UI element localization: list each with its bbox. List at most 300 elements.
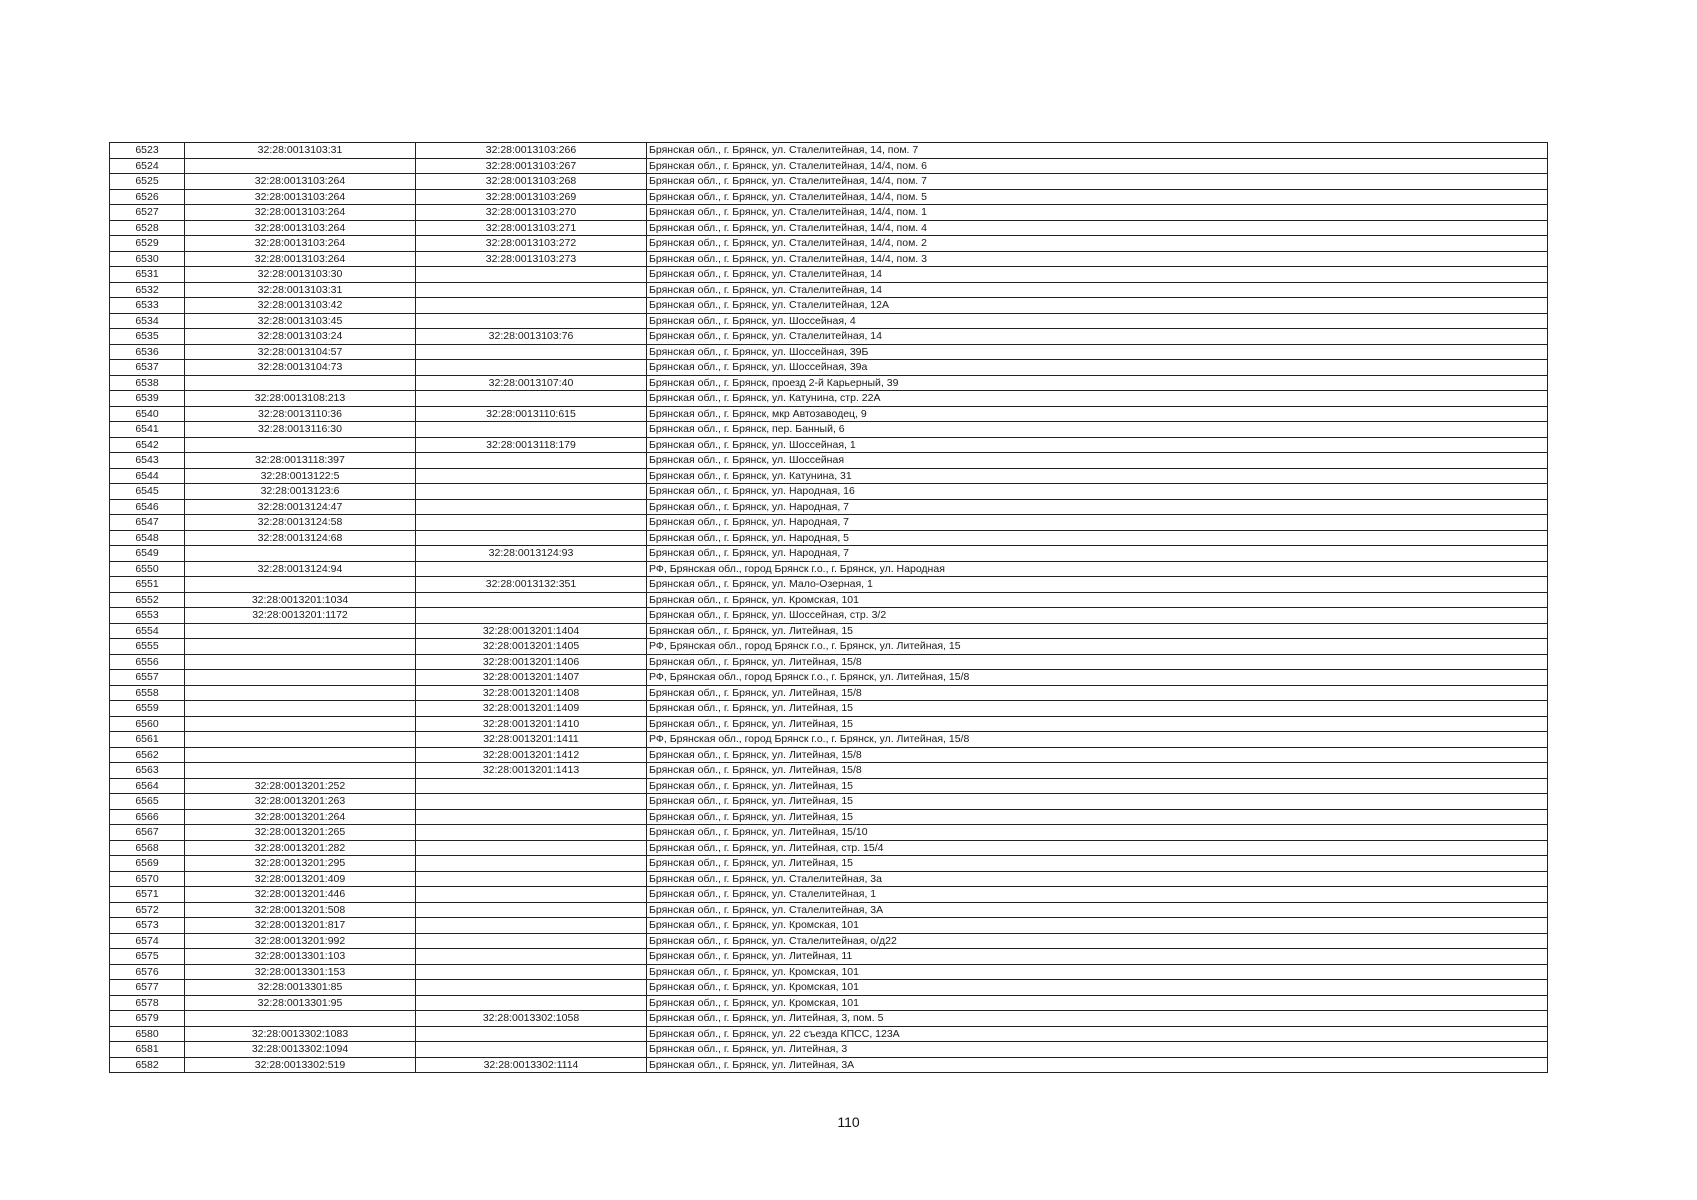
address-cell: Брянская обл., г. Брянск, ул. Сталелитейная, 12А <box>647 298 1548 314</box>
object-number-cell <box>416 871 647 887</box>
object-number-cell <box>416 980 647 996</box>
table-row <box>110 220 1548 236</box>
row-number-cell: 6527 <box>110 205 185 221</box>
table-row <box>110 701 1548 717</box>
parcel-number-cell: 32:28:0013201:263 <box>185 794 416 810</box>
address-cell: Брянская обл., г. Брянск, ул. Народная, 7 <box>647 515 1548 531</box>
row-number-cell: 6575 <box>110 949 185 965</box>
parcel-number-cell: 32:28:0013302:519 <box>185 1057 416 1073</box>
address-cell: Брянская обл., г. Брянск, ул. Катунина, стр. 22А <box>647 391 1548 407</box>
parcel-number-cell <box>185 158 416 174</box>
row-number-cell: 6531 <box>110 267 185 283</box>
object-number-cell: 32:28:0013201:1409 <box>416 701 647 717</box>
address-cell: Брянская обл., г. Брянск, ул. Сталелитейная, 14 <box>647 282 1548 298</box>
row-number-cell: 6541 <box>110 422 185 438</box>
row-number-cell: 6555 <box>110 639 185 655</box>
table-row <box>110 1011 1548 1027</box>
object-number-cell <box>416 902 647 918</box>
table-row <box>110 623 1548 639</box>
parcel-number-cell: 32:28:0013302:1094 <box>185 1042 416 1058</box>
object-number-cell <box>416 918 647 934</box>
table-row <box>110 747 1548 763</box>
object-number-cell: 32:28:0013201:1406 <box>416 654 647 670</box>
row-number-cell: 6560 <box>110 716 185 732</box>
object-number-cell: 32:28:0013118:179 <box>416 437 647 453</box>
table-row <box>110 964 1548 980</box>
address-cell: Брянская обл., г. Брянск, ул. Кромская, 101 <box>647 918 1548 934</box>
cadastre-table <box>109 142 1548 1073</box>
object-number-cell <box>416 856 647 872</box>
address-cell: Брянская обл., г. Брянск, ул. Шоссейная, стр. 3/2 <box>647 608 1548 624</box>
address-cell: Брянская обл., г. Брянск, ул. Литейная, 15 <box>647 623 1548 639</box>
object-number-cell: 32:28:0013103:266 <box>416 143 647 159</box>
table-row <box>110 189 1548 205</box>
address-cell: Брянская обл., г. Брянск, ул. Кромская, 101 <box>647 995 1548 1011</box>
parcel-number-cell: 32:28:0013103:30 <box>185 267 416 283</box>
parcel-number-cell: 32:28:0013201:265 <box>185 825 416 841</box>
row-number-cell: 6533 <box>110 298 185 314</box>
address-cell: Брянская обл., г. Брянск, ул. Народная, 7 <box>647 499 1548 515</box>
object-number-cell <box>416 887 647 903</box>
row-number-cell: 6569 <box>110 856 185 872</box>
address-cell: Брянская обл., г. Брянск, ул. Литейная, 11 <box>647 949 1548 965</box>
address-cell: РФ, Брянская обл., город Брянск г.о., г. Брянск, ул. Литейная, 15 <box>647 639 1548 655</box>
object-number-cell <box>416 949 647 965</box>
parcel-number-cell: 32:28:0013301:85 <box>185 980 416 996</box>
address-cell: Брянская обл., г. Брянск, ул. Литейная, 15/8 <box>647 763 1548 779</box>
parcel-number-cell <box>185 670 416 686</box>
table-row <box>110 298 1548 314</box>
address-cell: Брянская обл., г. Брянск, ул. Литейная, 15 <box>647 809 1548 825</box>
parcel-number-cell: 32:28:0013103:264 <box>185 236 416 252</box>
table-row <box>110 391 1548 407</box>
object-number-cell: 32:28:0013201:1412 <box>416 747 647 763</box>
address-cell: Брянская обл., г. Брянск, мкр Автозаводец, 9 <box>647 406 1548 422</box>
row-number-cell: 6546 <box>110 499 185 515</box>
cadastre-table-body <box>110 143 1548 1073</box>
table-row <box>110 840 1548 856</box>
row-number-cell: 6550 <box>110 561 185 577</box>
row-number-cell: 6545 <box>110 484 185 500</box>
table-row <box>110 484 1548 500</box>
object-number-cell: 32:28:0013201:1405 <box>416 639 647 655</box>
address-cell: Брянская обл., г. Брянск, ул. Литейная, 15/10 <box>647 825 1548 841</box>
object-number-cell <box>416 422 647 438</box>
table-row <box>110 794 1548 810</box>
parcel-number-cell: 32:28:0013124:94 <box>185 561 416 577</box>
object-number-cell: 32:28:0013103:269 <box>416 189 647 205</box>
parcel-number-cell: 32:28:0013201:508 <box>185 902 416 918</box>
address-cell: Брянская обл., г. Брянск, ул. Литейная, стр. 15/4 <box>647 840 1548 856</box>
object-number-cell <box>416 964 647 980</box>
parcel-number-cell: 32:28:0013124:58 <box>185 515 416 531</box>
row-number-cell: 6568 <box>110 840 185 856</box>
row-number-cell: 6567 <box>110 825 185 841</box>
parcel-number-cell: 32:28:0013201:817 <box>185 918 416 934</box>
table-row <box>110 251 1548 267</box>
parcel-number-cell <box>185 747 416 763</box>
row-number-cell: 6537 <box>110 360 185 376</box>
row-number-cell: 6552 <box>110 592 185 608</box>
row-number-cell: 6579 <box>110 1011 185 1027</box>
row-number-cell: 6574 <box>110 933 185 949</box>
parcel-number-cell: 32:28:0013103:31 <box>185 282 416 298</box>
address-cell: Брянская обл., г. Брянск, ул. Сталелитейная, 14 <box>647 329 1548 345</box>
row-number-cell: 6530 <box>110 251 185 267</box>
table-row <box>110 158 1548 174</box>
address-cell: Брянская обл., г. Брянск, проезд 2-й Карьерный, 39 <box>647 375 1548 391</box>
parcel-number-cell: 32:28:0013116:30 <box>185 422 416 438</box>
row-number-cell: 6548 <box>110 530 185 546</box>
parcel-number-cell <box>185 1011 416 1027</box>
row-number-cell: 6536 <box>110 344 185 360</box>
address-cell: Брянская обл., г. Брянск, ул. Народная, 5 <box>647 530 1548 546</box>
row-number-cell: 6529 <box>110 236 185 252</box>
address-cell: Брянская обл., г. Брянск, ул. Литейная, 3А <box>647 1057 1548 1073</box>
object-number-cell: 32:28:0013302:1058 <box>416 1011 647 1027</box>
address-cell: Брянская обл., г. Брянск, ул. Шоссейная, 4 <box>647 313 1548 329</box>
row-number-cell: 6547 <box>110 515 185 531</box>
address-cell: Брянская обл., г. Брянск, ул. Сталелитейная, о/д22 <box>647 933 1548 949</box>
object-number-cell: 32:28:0013103:267 <box>416 158 647 174</box>
row-number-cell: 6528 <box>110 220 185 236</box>
object-number-cell <box>416 809 647 825</box>
table-row <box>110 685 1548 701</box>
parcel-number-cell: 32:28:0013201:446 <box>185 887 416 903</box>
table-row <box>110 639 1548 655</box>
address-cell: Брянская обл., г. Брянск, ул. Кромская, 101 <box>647 980 1548 996</box>
parcel-number-cell: 32:28:0013104:57 <box>185 344 416 360</box>
parcel-number-cell: 32:28:0013103:42 <box>185 298 416 314</box>
object-number-cell <box>416 1026 647 1042</box>
parcel-number-cell <box>185 763 416 779</box>
table-row <box>110 918 1548 934</box>
object-number-cell: 32:28:0013201:1411 <box>416 732 647 748</box>
parcel-number-cell: 32:28:0013201:1172 <box>185 608 416 624</box>
address-cell: Брянская обл., г. Брянск, ул. Литейная, 15 <box>647 701 1548 717</box>
table-row <box>110 763 1548 779</box>
address-cell: Брянская обл., г. Брянск, ул. Сталелитейная, 14/4, пом. 2 <box>647 236 1548 252</box>
parcel-number-cell: 32:28:0013110:36 <box>185 406 416 422</box>
address-cell: РФ, Брянская обл., город Брянск г.о., г. Брянск, ул. Литейная, 15/8 <box>647 670 1548 686</box>
object-number-cell <box>416 840 647 856</box>
parcel-number-cell: 32:28:0013103:264 <box>185 220 416 236</box>
row-number-cell: 6551 <box>110 577 185 593</box>
parcel-number-cell: 32:28:0013103:264 <box>185 251 416 267</box>
object-number-cell <box>416 995 647 1011</box>
address-cell: Брянская обл., г. Брянск, ул. Сталелитейная, 14 <box>647 267 1548 283</box>
table-row <box>110 778 1548 794</box>
address-cell: Брянская обл., г. Брянск, ул. Народная, 16 <box>647 484 1548 500</box>
parcel-number-cell: 32:28:0013103:45 <box>185 313 416 329</box>
parcel-number-cell <box>185 623 416 639</box>
parcel-number-cell: 32:28:0013123:6 <box>185 484 416 500</box>
object-number-cell <box>416 933 647 949</box>
row-number-cell: 6542 <box>110 437 185 453</box>
row-number-cell: 6581 <box>110 1042 185 1058</box>
row-number-cell: 6570 <box>110 871 185 887</box>
object-number-cell <box>416 825 647 841</box>
address-cell: Брянская обл., г. Брянск, пер. Банный, 6 <box>647 422 1548 438</box>
table-row <box>110 732 1548 748</box>
page-number: 110 <box>837 1114 860 1130</box>
table-row <box>110 406 1548 422</box>
parcel-number-cell: 32:28:0013201:1034 <box>185 592 416 608</box>
row-number-cell: 6538 <box>110 375 185 391</box>
address-cell: Брянская обл., г. Брянск, ул. Сталелитейная, 14/4, пом. 5 <box>647 189 1548 205</box>
row-number-cell: 6577 <box>110 980 185 996</box>
object-number-cell <box>416 778 647 794</box>
table-row <box>110 809 1548 825</box>
table-row <box>110 995 1548 1011</box>
row-number-cell: 6580 <box>110 1026 185 1042</box>
parcel-number-cell: 32:28:0013108:213 <box>185 391 416 407</box>
table-row <box>110 670 1548 686</box>
object-number-cell: 32:28:0013103:272 <box>416 236 647 252</box>
parcel-number-cell: 32:28:0013201:409 <box>185 871 416 887</box>
object-number-cell <box>416 515 647 531</box>
table-row <box>110 949 1548 965</box>
table-row <box>110 887 1548 903</box>
object-number-cell: 32:28:0013103:271 <box>416 220 647 236</box>
address-cell: Брянская обл., г. Брянск, ул. Сталелитейная, 1 <box>647 887 1548 903</box>
parcel-number-cell: 32:28:0013124:47 <box>185 499 416 515</box>
address-cell: Брянская обл., г. Брянск, ул. Литейная, 15/8 <box>647 654 1548 670</box>
address-cell: Брянская обл., г. Брянск, ул. Литейная, 3, пом. 5 <box>647 1011 1548 1027</box>
table-row <box>110 871 1548 887</box>
object-number-cell: 32:28:0013201:1410 <box>416 716 647 732</box>
row-number-cell: 6554 <box>110 623 185 639</box>
table-row <box>110 344 1548 360</box>
parcel-number-cell: 32:28:0013103:264 <box>185 205 416 221</box>
address-cell: Брянская обл., г. Брянск, ул. Кромская, 101 <box>647 592 1548 608</box>
address-cell: Брянская обл., г. Брянск, ул. Сталелитейная, 14/4, пом. 4 <box>647 220 1548 236</box>
address-cell: Брянская обл., г. Брянск, ул. Сталелитейная, 3А <box>647 902 1548 918</box>
object-number-cell: 32:28:0013201:1407 <box>416 670 647 686</box>
parcel-number-cell <box>185 716 416 732</box>
address-cell: РФ, Брянская обл., город Брянск г.о., г. Брянск, ул. Литейная, 15/8 <box>647 732 1548 748</box>
row-number-cell: 6571 <box>110 887 185 903</box>
row-number-cell: 6544 <box>110 468 185 484</box>
parcel-number-cell <box>185 732 416 748</box>
parcel-number-cell: 32:28:0013103:264 <box>185 189 416 205</box>
table-row <box>110 592 1548 608</box>
object-number-cell <box>416 282 647 298</box>
address-cell: Брянская обл., г. Брянск, ул. Сталелитейная, 14, пом. 7 <box>647 143 1548 159</box>
parcel-number-cell: 32:28:0013302:1083 <box>185 1026 416 1042</box>
table-row <box>110 980 1548 996</box>
row-number-cell: 6582 <box>110 1057 185 1073</box>
parcel-number-cell: 32:28:0013103:24 <box>185 329 416 345</box>
address-cell: Брянская обл., г. Брянск, ул. Сталелитейная, 3а <box>647 871 1548 887</box>
object-number-cell <box>416 298 647 314</box>
table-row <box>110 654 1548 670</box>
table-row <box>110 530 1548 546</box>
object-number-cell <box>416 1042 647 1058</box>
table-row <box>110 453 1548 469</box>
row-number-cell: 6566 <box>110 809 185 825</box>
row-number-cell: 6549 <box>110 546 185 562</box>
parcel-number-cell: 32:28:0013124:68 <box>185 530 416 546</box>
row-number-cell: 6558 <box>110 685 185 701</box>
table-row <box>110 468 1548 484</box>
address-cell: Брянская обл., г. Брянск, ул. Народная, 7 <box>647 546 1548 562</box>
table-row <box>110 577 1548 593</box>
address-cell: Брянская обл., г. Брянск, ул. Шоссейная, 39а <box>647 360 1548 376</box>
object-number-cell: 32:28:0013103:270 <box>416 205 647 221</box>
parcel-number-cell: 32:28:0013122:5 <box>185 468 416 484</box>
address-cell: Брянская обл., г. Брянск, ул. Шоссейная <box>647 453 1548 469</box>
parcel-number-cell: 32:28:0013201:264 <box>185 809 416 825</box>
row-number-cell: 6524 <box>110 158 185 174</box>
parcel-number-cell <box>185 577 416 593</box>
object-number-cell <box>416 391 647 407</box>
row-number-cell: 6576 <box>110 964 185 980</box>
object-number-cell <box>416 530 647 546</box>
object-number-cell <box>416 453 647 469</box>
parcel-number-cell <box>185 546 416 562</box>
row-number-cell: 6561 <box>110 732 185 748</box>
address-cell: Брянская обл., г. Брянск, ул. Литейная, 15 <box>647 794 1548 810</box>
parcel-number-cell <box>185 701 416 717</box>
table-row <box>110 716 1548 732</box>
object-number-cell <box>416 344 647 360</box>
row-number-cell: 6565 <box>110 794 185 810</box>
object-number-cell <box>416 499 647 515</box>
row-number-cell: 6557 <box>110 670 185 686</box>
table-row <box>110 375 1548 391</box>
table-row <box>110 313 1548 329</box>
table-row <box>110 499 1548 515</box>
table-row <box>110 329 1548 345</box>
parcel-number-cell: 32:28:0013103:264 <box>185 174 416 190</box>
object-number-cell: 32:28:0013107:40 <box>416 375 647 391</box>
table-row <box>110 902 1548 918</box>
parcel-number-cell: 32:28:0013301:103 <box>185 949 416 965</box>
object-number-cell <box>416 484 647 500</box>
address-cell: Брянская обл., г. Брянск, ул. Шоссейная, 39Б <box>647 344 1548 360</box>
row-number-cell: 6523 <box>110 143 185 159</box>
parcel-number-cell: 32:28:0013201:282 <box>185 840 416 856</box>
address-cell: Брянская обл., г. Брянск, ул. Литейная, 15/8 <box>647 685 1548 701</box>
table-row <box>110 1057 1548 1073</box>
parcel-number-cell <box>185 654 416 670</box>
row-number-cell: 6578 <box>110 995 185 1011</box>
table-row <box>110 267 1548 283</box>
address-cell: РФ, Брянская обл., город Брянск г.о., г. Брянск, ул. Народная <box>647 561 1548 577</box>
table-row <box>110 515 1548 531</box>
object-number-cell <box>416 592 647 608</box>
address-cell: Брянская обл., г. Брянск, ул. Сталелитейная, 14/4, пом. 3 <box>647 251 1548 267</box>
object-number-cell: 32:28:0013201:1413 <box>416 763 647 779</box>
address-cell: Брянская обл., г. Брянск, ул. Литейная, 15 <box>647 856 1548 872</box>
parcel-number-cell: 32:28:0013201:295 <box>185 856 416 872</box>
object-number-cell: 32:28:0013124:93 <box>416 546 647 562</box>
row-number-cell: 6564 <box>110 778 185 794</box>
object-number-cell <box>416 313 647 329</box>
table-row <box>110 282 1548 298</box>
table-row <box>110 360 1548 376</box>
row-number-cell: 6573 <box>110 918 185 934</box>
parcel-number-cell <box>185 639 416 655</box>
object-number-cell: 32:28:0013103:273 <box>416 251 647 267</box>
row-number-cell: 6572 <box>110 902 185 918</box>
object-number-cell <box>416 267 647 283</box>
address-cell: Брянская обл., г. Брянск, ул. 22 съезда КПСС, 123А <box>647 1026 1548 1042</box>
table-row <box>110 422 1548 438</box>
parcel-number-cell: 32:28:0013104:73 <box>185 360 416 376</box>
table-row <box>110 236 1548 252</box>
row-number-cell: 6525 <box>110 174 185 190</box>
address-cell: Брянская обл., г. Брянск, ул. Литейная, 15 <box>647 716 1548 732</box>
parcel-number-cell: 32:28:0013103:31 <box>185 143 416 159</box>
table-row <box>110 561 1548 577</box>
address-cell: Брянская обл., г. Брянск, ул. Литейная, 15 <box>647 778 1548 794</box>
table-row <box>110 546 1548 562</box>
parcel-number-cell <box>185 685 416 701</box>
address-cell: Брянская обл., г. Брянск, ул. Сталелитейная, 14/4, пом. 1 <box>647 205 1548 221</box>
table-row <box>110 1042 1548 1058</box>
parcel-number-cell <box>185 375 416 391</box>
row-number-cell: 6534 <box>110 313 185 329</box>
object-number-cell: 32:28:0013201:1404 <box>416 623 647 639</box>
address-cell: Брянская обл., г. Брянск, ул. Сталелитейная, 14/4, пом. 7 <box>647 174 1548 190</box>
parcel-number-cell: 32:28:0013201:252 <box>185 778 416 794</box>
object-number-cell <box>416 561 647 577</box>
row-number-cell: 6543 <box>110 453 185 469</box>
address-cell: Брянская обл., г. Брянск, ул. Кромская, 101 <box>647 964 1548 980</box>
row-number-cell: 6556 <box>110 654 185 670</box>
object-number-cell: 32:28:0013103:76 <box>416 329 647 345</box>
row-number-cell: 6553 <box>110 608 185 624</box>
parcel-number-cell: 32:28:0013118:397 <box>185 453 416 469</box>
object-number-cell <box>416 794 647 810</box>
address-cell: Брянская обл., г. Брянск, ул. Сталелитейная, 14/4, пом. 6 <box>647 158 1548 174</box>
table-row <box>110 205 1548 221</box>
row-number-cell: 6539 <box>110 391 185 407</box>
table-row <box>110 856 1548 872</box>
table-row <box>110 437 1548 453</box>
address-cell: Брянская обл., г. Брянск, ул. Литейная, 15/8 <box>647 747 1548 763</box>
table-row <box>110 933 1548 949</box>
address-cell: Брянская обл., г. Брянск, ул. Катунина, 31 <box>647 468 1548 484</box>
row-number-cell: 6526 <box>110 189 185 205</box>
parcel-number-cell: 32:28:0013301:153 <box>185 964 416 980</box>
object-number-cell: 32:28:0013201:1408 <box>416 685 647 701</box>
row-number-cell: 6559 <box>110 701 185 717</box>
object-number-cell: 32:28:0013110:615 <box>416 406 647 422</box>
parcel-number-cell <box>185 437 416 453</box>
table-row <box>110 1026 1548 1042</box>
table-row <box>110 174 1548 190</box>
row-number-cell: 6532 <box>110 282 185 298</box>
object-number-cell: 32:28:0013103:268 <box>416 174 647 190</box>
object-number-cell: 32:28:0013132:351 <box>416 577 647 593</box>
parcel-number-cell: 32:28:0013301:95 <box>185 995 416 1011</box>
row-number-cell: 6540 <box>110 406 185 422</box>
table-row <box>110 608 1548 624</box>
parcel-number-cell: 32:28:0013201:992 <box>185 933 416 949</box>
table-row <box>110 825 1548 841</box>
address-cell: Брянская обл., г. Брянск, ул. Литейная, 3 <box>647 1042 1548 1058</box>
row-number-cell: 6562 <box>110 747 185 763</box>
table-row <box>110 143 1548 159</box>
row-number-cell: 6563 <box>110 763 185 779</box>
row-number-cell: 6535 <box>110 329 185 345</box>
address-cell: Брянская обл., г. Брянск, ул. Мало-Озерная, 1 <box>647 577 1548 593</box>
object-number-cell <box>416 360 647 376</box>
address-cell: Брянская обл., г. Брянск, ул. Шоссейная, 1 <box>647 437 1548 453</box>
